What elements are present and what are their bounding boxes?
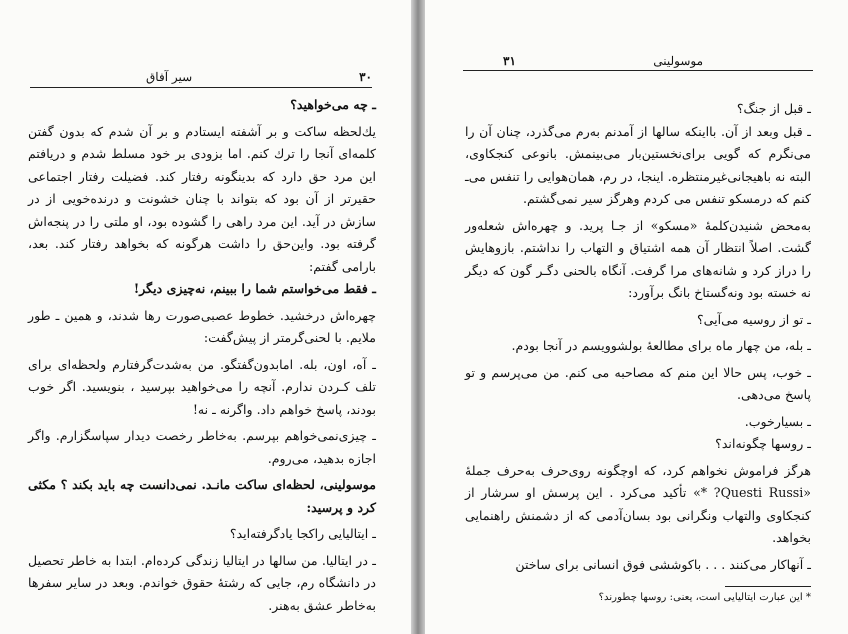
left-paragraph: ـ چیزی‌نمی‌خواهم بپرسم. به‌خاطر رخصت دیدار سپاسگزارم. واگر اجازه بدهید، می‌روم.	[28, 428, 376, 466]
book-gutter	[411, 0, 425, 634]
left-paragraph: چهره‌اش درخشید. خطوط عصبی‌صورت رها شدند، و همین ـ طور ملایم. با لحنی‌گرمتر از پیش‌گفت:	[28, 307, 376, 345]
left-paragraph: ـ آه، اون، بله. امابدون‌گفتگو. من به‌شدت‌گرفتارم ولحظه‌ای برای تلف کـردن ندارم. آنچه را می‌خواهید بپرسید ، بنویسید. اگر خوب بودند، پاسخ خواهم داد. وا‌گرنه‌ ـ نه!	[28, 356, 376, 417]
left-paragraph: یك‌لحظه ساکت و بر آشفته ایستادم و بر آن شدم که بدون گفتن کلمه‌ای آنجا را ترك کنم. اما بزودی بر خود مسلط شدم و دریافتم این مرد حق دارد که بدینگونه رفتار کند. فضیلت رفتار اجتماعی حقیرتر از آن بود که بتواند با چنان خشونت و درنده‌خویی از در سازش در آید. این مرد راهی را گشوده بود، او ملتی را در پنجه‌اش گرفته بود. وا‌ین‌حق را داشت هرگونه که بخواهد رفتار کند. بعد، با‌رامی گفتم:	[28, 123, 376, 274]
left-paragraph: ـ فقط می‌خواستم شما را ببینم، نه‌چیزی دیگر!	[133, 281, 376, 296]
right-paragraph: ـ بسیارخوب.	[744, 413, 811, 429]
right-paragraph: به‌محض شنیدن‌کلمهٔ «مسکو» از جـا پرید. و چهره‌اش شعله‌ور گشت. اصلاً انتظار آن همه اشتیاق و التهاب را نداشتم. بازوهایش را دراز کرد و شانه‌های مرا گرفت. آنگاه با‌لحنی دگـر گون که دیگر نه خسته بود ونه‌گستاخ بانگ‌ برآورد:	[465, 217, 811, 300]
footnote-rule	[725, 586, 811, 587]
right-paragraph: ـ بله، من چهار ماه برای مطالعهٔ بولشوویسم در آنجا بودم.	[511, 338, 811, 353]
right-running-title: موسولینی	[653, 54, 703, 68]
right-paragraph: ـ آنهاکار می‌کنند . . . باکوششی فوق انسانی برای ساختن	[515, 556, 811, 572]
right-paragraph: ـ قبل وبعد از آن. بااینکه سالها از آمدنم به‌رم می‌گذرد، چنان آن را می‌نگرم که گویی برای‌نخستین‌بار می‌بینمش. با‌نوعی کنجکاوی، البته نه باهیجانی‌غیرمنتظره. اینجا، در رم، همان‌هوایی را تنفس می‌ـ کنم که درمسکو تنفس می کردم وهرگز سیر نمی‌گشتم.	[465, 123, 811, 206]
left-paragraph: موسولینی، لحظه‌ای ساکت مانـد. نمی‌دانست چه باید بکند ؟ مکثی کرد و پرسید:	[28, 477, 376, 515]
right-page-number: ۳۱	[503, 54, 516, 68]
right-paragraph: ـ قبل از جنگ؟	[736, 101, 811, 116]
right-header-rule	[463, 70, 813, 71]
right-paragraph: ـ تو از روسیه می‌آیی؟	[697, 311, 811, 327]
right-page-text	[465, 98, 811, 576]
left-page-number: ۳۰	[359, 70, 372, 84]
left-book-page	[0, 0, 411, 634]
right-paragraph: ـ خوب، پس حالا این منم که مصاحبه می کنم. من می‌پرسم و تو پاسخ می‌دهی.	[465, 364, 811, 402]
right-paragraph: هرگز فراموش نخواهم کرد، که او‌چگونه روی‌حرف به‌حرف جملهٔ «Questi Russi? *» تأکید می‌کرد . این پرسش او سرشار از کنجکاوی والتهاب ونگرانی بود بسان‌آدمی که از دشمنش راهنمایی بخواهد.	[465, 462, 811, 545]
right-paragraph: ـ روسها چگونه‌اند؟	[715, 436, 811, 451]
left-paragraph: ـ ایتالیایی راکجا یادگرفته‌اید؟	[229, 526, 376, 541]
left-paragraph: ـ چه می‌خواهید؟	[290, 97, 376, 112]
footnote: * این عبارت ایتالیایی است، یعنی: روسها چطورند؟	[598, 592, 811, 603]
left-header-rule	[30, 87, 372, 88]
left-page-header	[34, 68, 372, 86]
left-running-title: سیر آفاق	[146, 70, 193, 84]
left-paragraph: ـ در ایتالیا. من سالها در ایتالیا زندگی کرده‌ام. ابتدا به خاطر تحصیل در دانشگاه رم، جایی که رشتهٔ حقوق خواندم. وبعد در سایر سفرها به‌خاطر عشق به‌هنر.	[28, 552, 376, 613]
right-book-page	[425, 0, 848, 634]
right-page-header	[463, 52, 813, 70]
left-page-text	[28, 94, 376, 617]
